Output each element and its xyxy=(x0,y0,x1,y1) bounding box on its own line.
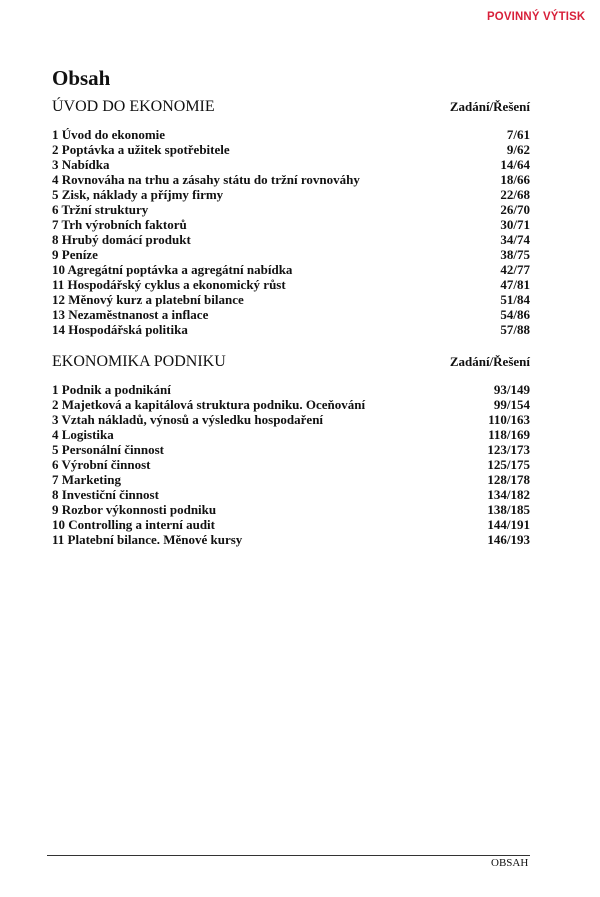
toc-entry-label: 7 Marketing xyxy=(52,472,121,487)
toc-entry xyxy=(52,307,530,322)
toc-entry xyxy=(52,472,530,487)
column-header: Zadání/Řešení xyxy=(449,99,530,114)
toc-entry xyxy=(52,487,530,502)
toc-entry xyxy=(52,322,530,337)
toc-entry-label: 14 Hospodářská politika xyxy=(52,322,188,337)
toc-entry xyxy=(52,217,530,232)
toc-entry xyxy=(52,517,530,532)
section-title: EKONOMIKA PODNIKU xyxy=(52,353,226,370)
toc-entry xyxy=(52,142,530,157)
toc-entry-pages: 146/193 xyxy=(487,532,530,547)
toc-entry-label: 2 Majetková a kapitálová struktura podniku. Oceňování xyxy=(52,397,366,412)
toc-entry-label: 3 Vztah nákladů, výnosů a výsledku hospodaření xyxy=(52,412,324,427)
toc-list xyxy=(52,127,530,337)
toc-entry-label: 5 Zisk, náklady a příjmy firmy xyxy=(52,187,224,202)
toc-entry-label: 8 Hrubý domácí produkt xyxy=(52,232,191,247)
toc-entry-label: 4 Logistika xyxy=(52,427,114,442)
toc-entry xyxy=(52,427,530,442)
toc-entry-pages: 144/191 xyxy=(487,517,530,532)
toc-entry-label: 6 Výrobní činnost xyxy=(52,457,151,472)
column-header: Zadání/Řešení xyxy=(449,354,530,369)
toc-entry-pages: 38/75 xyxy=(500,247,530,262)
page-title: Obsah xyxy=(52,66,111,90)
toc-entry-pages: 26/70 xyxy=(500,202,530,217)
toc-entry xyxy=(52,232,530,247)
toc-entry-pages: 125/175 xyxy=(487,457,530,472)
toc-entry-pages: 30/71 xyxy=(500,217,530,232)
toc-entry-label: 1 Podnik a podnikání xyxy=(52,382,171,397)
toc-entry xyxy=(52,502,530,517)
toc-entry-pages: 93/149 xyxy=(493,382,530,397)
toc-entry-pages: 7/61 xyxy=(506,127,530,142)
toc-entry-pages: 138/185 xyxy=(487,502,530,517)
toc-entry xyxy=(52,277,530,292)
toc-entry-label: 9 Peníze xyxy=(52,247,98,262)
toc-entry xyxy=(52,247,530,262)
toc-entry xyxy=(52,292,530,307)
toc-entry xyxy=(52,412,530,427)
section-title: ÚVOD DO EKONOMIE xyxy=(52,98,215,115)
toc-entry-pages: 42/77 xyxy=(500,262,530,277)
toc-entry-pages: 123/173 xyxy=(487,442,530,457)
toc-entry xyxy=(52,397,530,412)
toc-entry-label: 2 Poptávka a užitek spotřebitele xyxy=(52,142,230,157)
toc-entry xyxy=(52,172,530,187)
toc-entry-pages: 18/66 xyxy=(500,172,530,187)
toc-entry-label: 5 Personální činnost xyxy=(52,442,164,457)
toc-entry-pages: 54/86 xyxy=(500,307,530,322)
toc-entry-label: 11 Hospodářský cyklus a ekonomický růst xyxy=(52,277,286,292)
toc-entry-label: 10 Controlling a interní audit xyxy=(52,517,216,532)
toc-entry xyxy=(52,262,530,277)
toc-entry-label: 3 Nabídka xyxy=(52,157,110,172)
toc-entry-pages: 22/68 xyxy=(500,187,530,202)
toc-entry xyxy=(52,442,530,457)
toc-entry-pages: 134/182 xyxy=(487,487,530,502)
toc-entry xyxy=(52,382,530,397)
toc-entry-label: 10 Agregátní poptávka a agregátní nabídka xyxy=(52,262,293,277)
toc-entry-label: 11 Platební bilance. Měnové kursy xyxy=(52,532,243,547)
toc-list xyxy=(52,382,530,547)
toc-entry-label: 6 Tržní struktury xyxy=(52,202,149,217)
toc-entry xyxy=(52,457,530,472)
section-ekonomika-podniku xyxy=(52,353,530,547)
footer-label: OBSAH xyxy=(491,857,529,869)
povinny-vytisk-stamp: POVINNÝ VÝTISK xyxy=(487,9,586,23)
toc-entry-pages: 51/84 xyxy=(500,292,530,307)
section-uvod-do-ekonomie xyxy=(52,98,530,337)
toc-entry xyxy=(52,187,530,202)
toc-entry xyxy=(52,532,530,547)
toc-entry-pages: 34/74 xyxy=(500,232,530,247)
toc-entry xyxy=(52,202,530,217)
toc-entry-label: 7 Trh výrobních faktorů xyxy=(52,217,187,232)
toc-entry-label: 12 Měnový kurz a platební bilance xyxy=(52,292,244,307)
toc-entry-pages: 57/88 xyxy=(500,322,530,337)
toc-entry-pages: 9/62 xyxy=(506,142,530,157)
toc-entry-label: 13 Nezaměstnanost a inflace xyxy=(52,307,209,322)
toc-entry-label: 4 Rovnováha na trhu a zásahy státu do tržní rovnováhy xyxy=(52,172,360,187)
toc-entry-pages: 118/169 xyxy=(488,427,530,442)
toc-entry-pages: 128/178 xyxy=(487,472,530,487)
toc-entry-pages: 47/81 xyxy=(500,277,530,292)
toc-entry xyxy=(52,157,530,172)
toc-entry-pages: 110/163 xyxy=(488,412,530,427)
toc-entry-label: 9 Rozbor výkonnosti podniku xyxy=(52,502,217,517)
toc-entry xyxy=(52,127,530,142)
footer-divider xyxy=(47,855,530,856)
toc-entry-pages: 14/64 xyxy=(500,157,530,172)
toc-entry-label: 8 Investiční činnost xyxy=(52,487,159,502)
toc-entry-pages: 99/154 xyxy=(493,397,530,412)
toc-entry-label: 1 Úvod do ekonomie xyxy=(52,127,166,142)
